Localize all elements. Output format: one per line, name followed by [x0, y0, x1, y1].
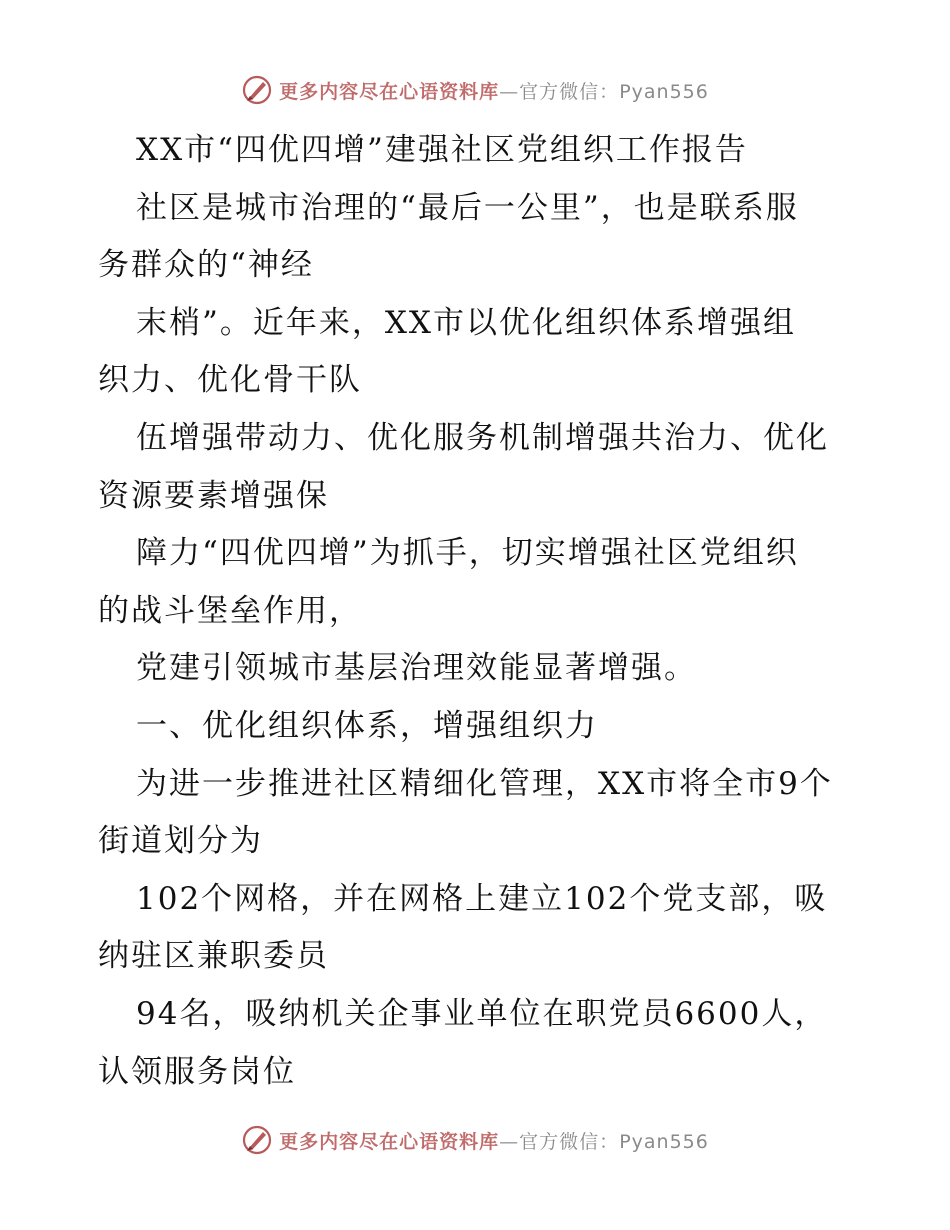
document-body: [98, 122, 858, 1101]
watermark-wechat-id: Pyan556: [619, 1130, 709, 1153]
text-line: 的战斗堡垒作用，: [98, 592, 362, 629]
quill-pen-icon: [241, 74, 273, 106]
watermark-separator: —: [499, 80, 520, 103]
document-title: XX市“四优四增”建强社区党组织工作报告: [136, 132, 748, 168]
text-line: 末梢”。近年来，XX市以优化组织体系增强组: [136, 304, 796, 341]
text-line: 为进一步推进社区精细化管理，XX市将全市9个: [136, 765, 833, 802]
watermark-wechat-label: 官方微信：: [519, 1130, 620, 1153]
text-line: 资源要素增强保: [98, 477, 329, 514]
text-line: 一、优化组织体系，增强组织力: [136, 707, 598, 744]
text-line: 伍增强带动力、优化服务机制增强共治力、优化: [136, 419, 829, 456]
text-line: 务群众的“神经: [98, 247, 314, 284]
watermark-wechat-id: Pyan556: [619, 80, 709, 103]
text-line: 社区是城市治理的“最后一公里”，也是联系服: [136, 189, 799, 226]
text-line: 障力“四优四增”为抓手，切实增强社区党组织: [136, 535, 799, 572]
text-line: 认领服务岗位: [98, 1053, 296, 1090]
watermark-site-text: 更多内容尽在心语资料库: [279, 1130, 500, 1153]
text-line: 102个网格，并在网格上建立102个党支部，吸: [136, 880, 828, 917]
text-line: 纳驻区兼职委员: [98, 938, 329, 975]
watermark-separator: —: [499, 1130, 520, 1153]
text-line: 织力、优化骨干队: [98, 362, 362, 399]
header-watermark: [0, 70, 950, 110]
text-line: 党建引领城市基层治理效能显著增强。: [136, 650, 697, 687]
text-line: 街道划分为: [98, 823, 263, 860]
watermark-site-text: 更多内容尽在心语资料库: [279, 80, 500, 103]
text-line: 94名，吸纳机关企事业单位在职党员6600人，: [136, 995, 828, 1032]
quill-pen-icon: [241, 1124, 273, 1156]
footer-watermark: [0, 1120, 950, 1160]
watermark-text: [279, 1127, 709, 1154]
watermark-text: [279, 77, 709, 104]
watermark-wechat-label: 官方微信：: [519, 80, 620, 103]
